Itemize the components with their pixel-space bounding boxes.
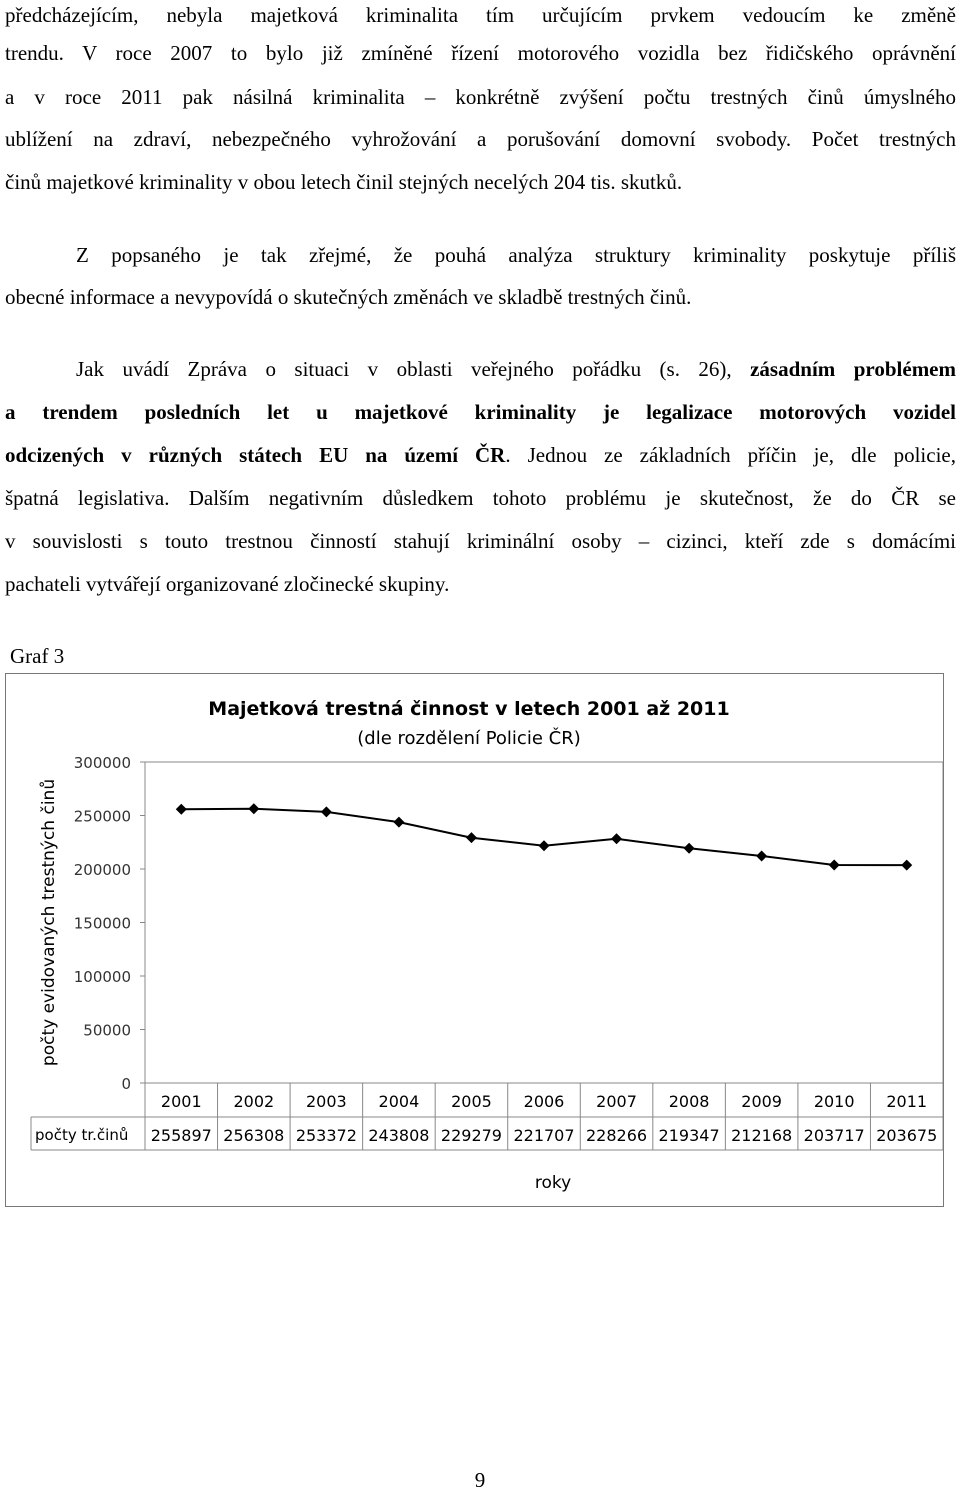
data-point [829, 860, 840, 871]
data-point [756, 850, 767, 861]
x-tick-label: 2008 [668, 1092, 710, 1111]
x-tick-label: 2004 [378, 1092, 420, 1111]
text-line [5, 440, 956, 470]
data-label: 212168 [731, 1126, 793, 1145]
y-tick-label: 50000 [83, 1021, 131, 1040]
y-tick-label: 150000 [73, 914, 131, 933]
data-label: 256308 [223, 1126, 285, 1145]
data-label: 228266 [586, 1126, 648, 1145]
text-line [5, 397, 956, 427]
chart-subtitle: (dle rozdělení Policie ČR) [357, 728, 581, 749]
text-span: . Jednou ze základních příčin je, dle policie, [505, 443, 956, 467]
data-label: 253372 [295, 1126, 357, 1145]
bold-text-span: odcizených v různých státech EU na území ČR [5, 443, 506, 467]
x-tick-label: 2009 [741, 1092, 782, 1111]
data-point [248, 803, 259, 814]
text-line: špatná legislativa. Dalším negativním důsledkem tohoto problému je skutečnost, že do ČR se [5, 486, 956, 510]
data-label: 243808 [368, 1126, 430, 1145]
data-point [611, 833, 622, 844]
x-tick-label: 2002 [233, 1092, 275, 1111]
data-label: 255897 [150, 1126, 212, 1145]
table-row-label: počty tr.činů [35, 1126, 129, 1144]
chart-frame [5, 673, 944, 1207]
y-tick-label: 0 [121, 1075, 131, 1093]
text-line: ublížení na zdraví, nebezpečného vyhrožování a porušování domovní svobody. Počet trestných [5, 127, 956, 151]
text-line: obecné informace a nevypovídá o skutečných změnách ve skladbě trestných činů. [5, 285, 692, 309]
text-line: trendu. V roce 2007 to bylo již zmíněné řízení motorového vozidla bez řidičského oprávnění [5, 41, 956, 65]
page-number: 9 [474, 1468, 486, 1492]
line-chart [6, 674, 943, 1206]
data-label: 219347 [658, 1126, 720, 1145]
x-tick-label: 2006 [523, 1092, 565, 1111]
data-label: 203717 [803, 1126, 865, 1145]
text-line [76, 354, 956, 384]
text-line: předcházejícím, nebyla majetková kriminalita tím určujícím prvkem vedoucím ke změně [5, 3, 956, 27]
y-tick-label: 200000 [73, 861, 131, 879]
chart-title: Majetková trestná činnost v letech 2001 až 2011 [208, 698, 730, 720]
data-point [176, 804, 187, 815]
text-span: Jak uvádí Zpráva o situaci v oblasti veřejného pořádku (s. 26), [76, 357, 732, 381]
data-point [393, 817, 404, 828]
data-label: 203675 [876, 1126, 938, 1145]
bold-text-span: zásadním problémem [750, 357, 956, 381]
text-line: Z popsaného je tak zřejmé, že pouhá analýza struktury kriminality poskytuje příliš [76, 243, 956, 267]
series-line [181, 809, 906, 865]
text-line: v souvislosti s touto trestnou činností stahují kriminální osoby – cizinci, kteří zde s domácími [5, 529, 956, 553]
figure-label: Graf 3 [10, 644, 65, 668]
data-point [466, 832, 477, 843]
data-point [539, 840, 550, 851]
x-tick-label: 2001 [160, 1092, 202, 1111]
data-label: 229279 [440, 1126, 502, 1145]
y-axis-label: počty evidovaných trestných činů [39, 778, 59, 1067]
y-tick-label: 250000 [73, 807, 131, 826]
text-line: a v roce 2011 pak násilná kriminalita – konkrétně zvýšení počtu trestných činů úmyslného [5, 85, 956, 109]
data-point [901, 860, 912, 871]
data-point [684, 843, 695, 854]
x-tick-label: 2010 [813, 1092, 855, 1111]
y-tick-label: 300000 [73, 754, 131, 772]
text-line: činů majetkové kriminality v obou letech činil stejných necelých 204 tis. skutků. [5, 170, 683, 194]
x-tick-label: 2007 [596, 1092, 637, 1111]
x-tick-label: 2003 [306, 1092, 347, 1111]
data-point [321, 806, 332, 817]
data-label: 221707 [513, 1126, 575, 1145]
y-tick-label: 100000 [73, 968, 131, 986]
bold-text-span: a trendem posledních let u majetkové kriminality je legalizace motorových vozidel [5, 400, 956, 424]
x-tick-label: 2011 [886, 1092, 928, 1111]
text-line: pachateli vytvářejí organizované zločinecké skupiny. [5, 572, 450, 596]
x-tick-label: 2005 [451, 1092, 492, 1111]
x-axis-label: roky [534, 1173, 572, 1193]
